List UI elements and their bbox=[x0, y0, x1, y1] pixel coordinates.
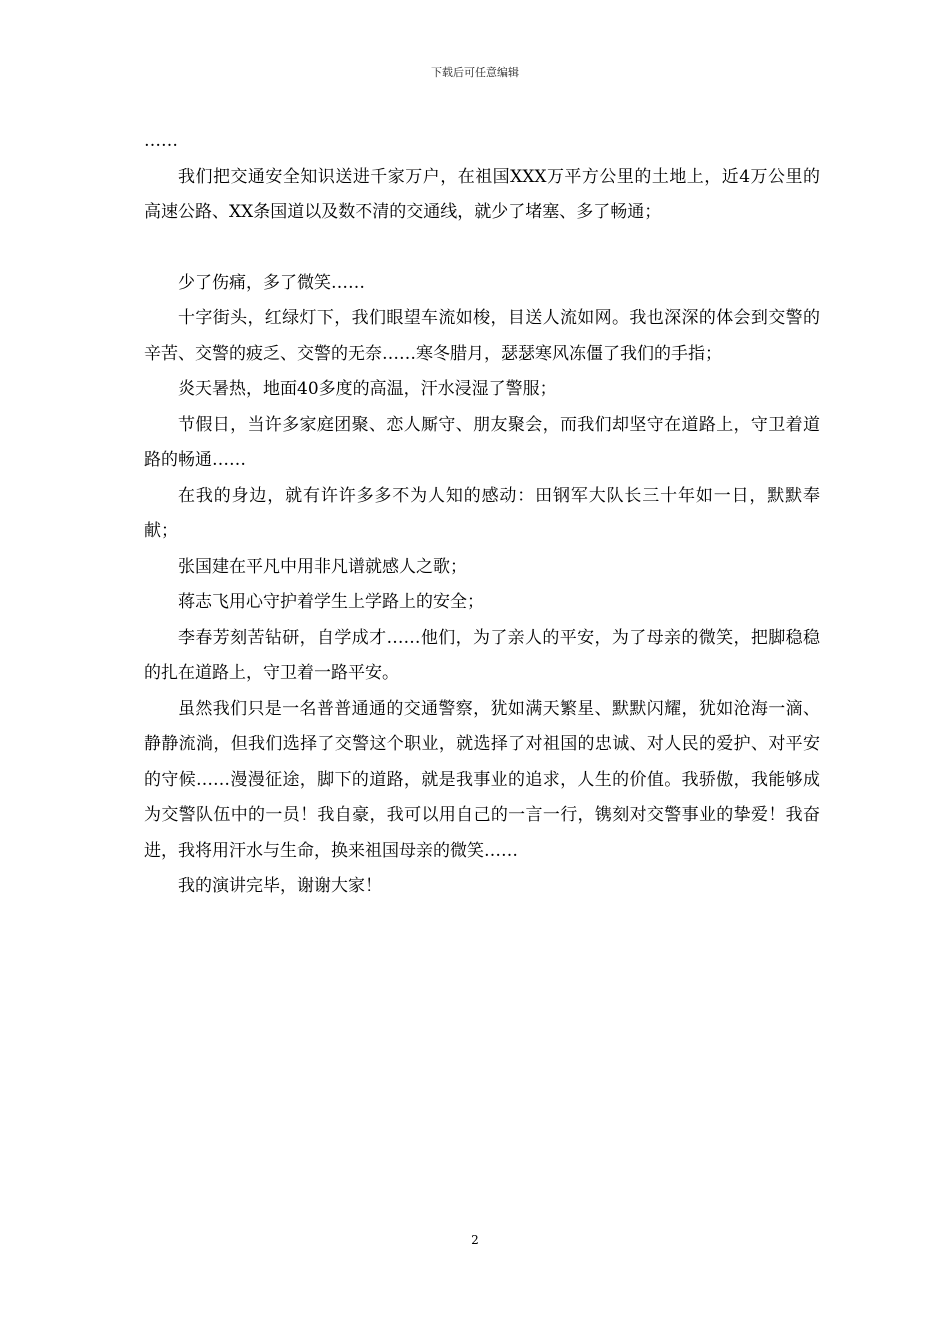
document-body bbox=[144, 124, 820, 905]
page-header: 下载后可任意编辑 bbox=[431, 66, 519, 79]
paragraph-li-chunfang: 李春芳刻苦钻研，自学成才……他们，为了亲人的平安，为了母亲的微笑，把脚稳稳的扎在道路上，守卫着一路平安。 bbox=[144, 627, 820, 683]
paragraph-ordinary-police: 虽然我们只是一名普普通通的交通警察，犹如满天繁星、默默闪耀，犹如沧海一滴、静静流淌，但我们选择了交警这个职业，就选择了对祖国的忠诚、对人民的爱护、对平安的守候……漫漫征途，脚下的道路，就是我事业的追求，人生的价值。我骄傲，我能够成为交警队伍中的一员！我自豪，我可以用自己的一言一行，镌刻对交警事业的挚爱！我奋进，我将用汗水与生命，换来祖国母亲的微笑…… bbox=[144, 698, 820, 861]
paragraph-ellipsis: …… bbox=[144, 131, 178, 151]
paragraph-holidays: 节假日，当许多家庭团聚、恋人厮守、朋友聚会，而我们却坚守在道路上，守卫着道路的畅通…… bbox=[144, 414, 820, 470]
paragraph-jiang-zhifei: 蒋志飞用心守护着学生上学路上的安全； bbox=[178, 592, 484, 612]
page-number: 2 bbox=[471, 1233, 479, 1247]
paragraph-summer-heat: 炎天暑热，地面40多度的高温，汗水浸湿了警服； bbox=[178, 379, 557, 399]
paragraph-crossroads: 十字街头，红绿灯下，我们眼望车流如梭，目送人流如网。我也深深的体会到交警的辛苦、交警的疲乏、交警的无奈……寒冬腊月，瑟瑟寒风冻僵了我们的手指； bbox=[144, 308, 820, 364]
paragraph-traffic-safety: 我们把交通安全知识送进千家万户，在祖国XXX万平方公里的土地上，近4万公里的高速公路、XX条国道以及数不清的交通线，就少了堵塞、多了畅通； bbox=[144, 166, 820, 222]
paragraph-closing: 我的演讲完毕，谢谢大家！ bbox=[178, 876, 382, 896]
paragraph-touching-stories: 在我的身边，就有许许多多不为人知的感动：田钢军大队长三十年如一日，默默奉献； bbox=[144, 485, 820, 541]
paragraph-zhang-guojian: 张国建在平凡中用非凡谱就感人之歌； bbox=[178, 556, 467, 577]
paragraph-less-pain: 少了伤痛，多了微笑…… bbox=[178, 272, 365, 293]
